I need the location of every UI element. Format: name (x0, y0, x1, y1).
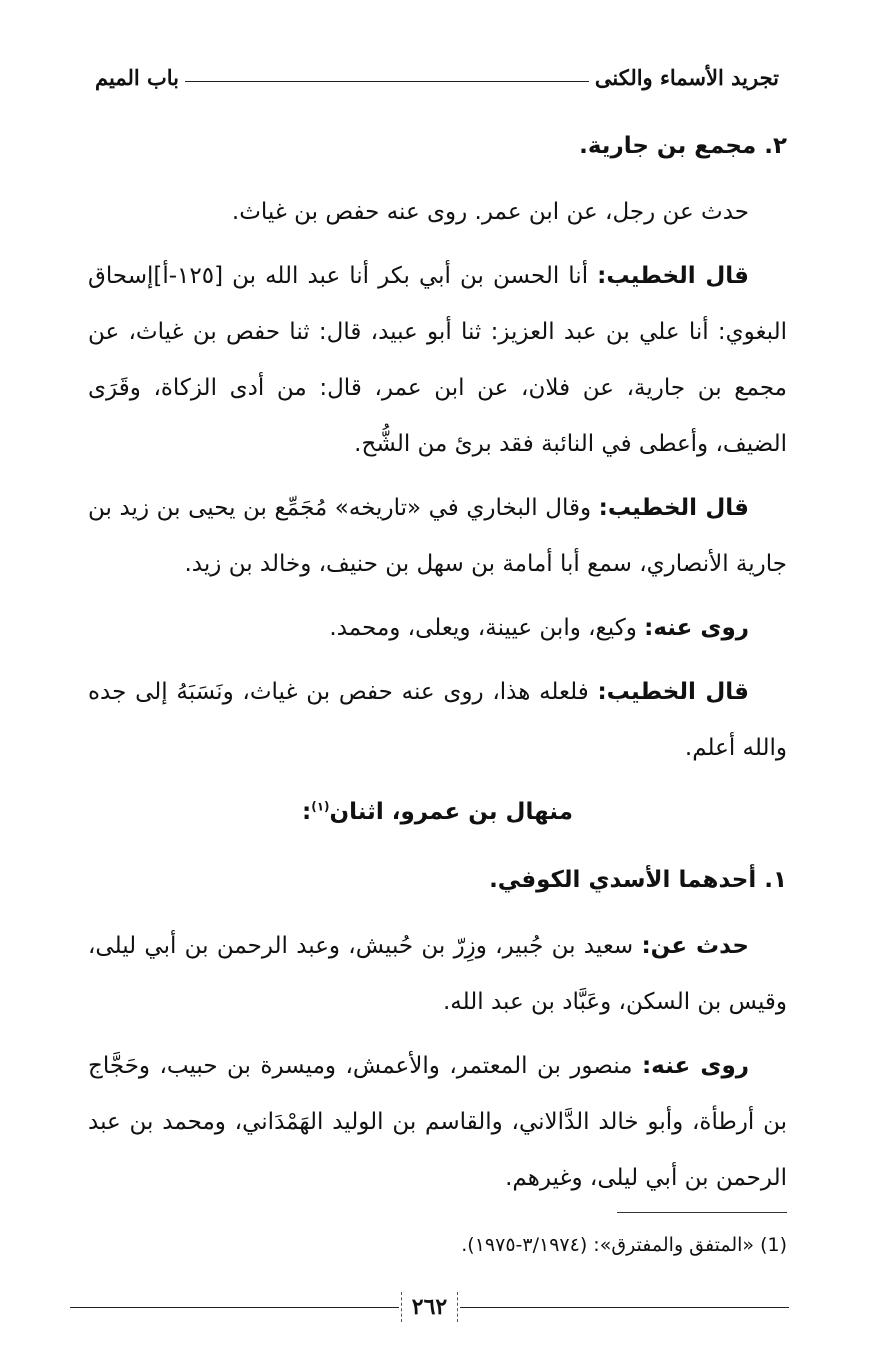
header-rule (185, 81, 589, 82)
footnote-rule (617, 1212, 787, 1213)
chapter-title: باب الميم (95, 65, 180, 90)
section-heading-colon: : (302, 799, 312, 825)
paragraph-label: حدث عن: (641, 933, 749, 959)
footnote-reference: (١) (311, 799, 330, 814)
paragraph-label: قال الخطيب: (597, 263, 749, 289)
paragraph-students (88, 1038, 787, 1206)
paragraph-body: وكيع، وابن عيينة، ويعلى، ومحمد. (329, 615, 645, 641)
paragraph-body: فلعله هذا، روى عنه حفص بن غياث، ونَسَبَهُ إلى جده والله أعلم. (88, 679, 787, 761)
running-header (95, 58, 779, 90)
paragraph-teachers (88, 918, 787, 1030)
section-heading-text: منهال بن عمرو، اثنان (329, 799, 573, 825)
paragraph-khatib-conclusion (88, 664, 787, 776)
paragraph-label: قال الخطيب: (597, 679, 749, 705)
paragraph-body: أنا الحسن بن أبي بكر أنا عبد الله بن [١٢٥-أ]إسحاق البغوي: أنا علي بن عبد العزيز: ثنا أبو عبيد، قال: ثنا حفص بن غياث، عن مجمع بن جارية، عن فلان، عن ابن عمر، قال: من أدى الزكاة، وقَرَى الضيف، وأعطى في النائبة فقد برئ من الشُّح. (88, 263, 787, 457)
paragraph-body: سعيد بن جُبير، وزِرّ بن حُبيش، وعبد الرحمن بن أبي ليلى، وقيس بن السكن، وعَبَّاد بن عبد الله. (88, 933, 787, 1015)
footer-rule-right (460, 1307, 789, 1308)
paragraph-khatib-bukhari (88, 480, 787, 592)
footnote: (1) «المتفق والمفترق»: (٣/١٩٧٤-١٩٧٥). (461, 1234, 787, 1256)
entry-heading-asadi: ١. أحدهما الأسدي الكوفي. (489, 867, 787, 893)
paragraph-khatib-isnad (88, 248, 787, 472)
paragraph-body: وقال البخاري في «تاريخه» مُجَمِّع بن يحيى بن زيد بن جارية الأنصاري، سمع أبا أمامة بن سهل بن حنيف، وخالد بن زيد. (88, 495, 787, 577)
paragraph-label: روى عنه: (644, 615, 749, 641)
entry-heading-majma: ٢. مجمع بن جارية. (579, 133, 787, 159)
section-heading-minhal (88, 784, 787, 840)
page-footer (70, 1292, 789, 1322)
paragraph-body: منصور بن المعتمر، والأعمش، وميسرة بن حبيب، وحَجَّاج بن أرطأة، وأبو خالد الدَّالاني، والقاسم بن الوليد الهَمْدَاني، ومحمد بن عبد الرحمن بن أبي ليلى، وغيرهم. (88, 1053, 787, 1191)
book-title: تجريد الأسماء والكنى (594, 65, 779, 90)
paragraph-hadath: حدث عن رجل، عن ابن عمر. روى عنه حفص بن غياث. (231, 199, 749, 225)
main-text (88, 118, 787, 1214)
paragraph-narrators (88, 600, 787, 656)
paragraph-label: قال الخطيب: (598, 495, 749, 521)
page-number: ٢٦٢ (401, 1292, 458, 1322)
footer-rule-left (70, 1307, 399, 1308)
paragraph-label: روى عنه: (641, 1053, 749, 1079)
